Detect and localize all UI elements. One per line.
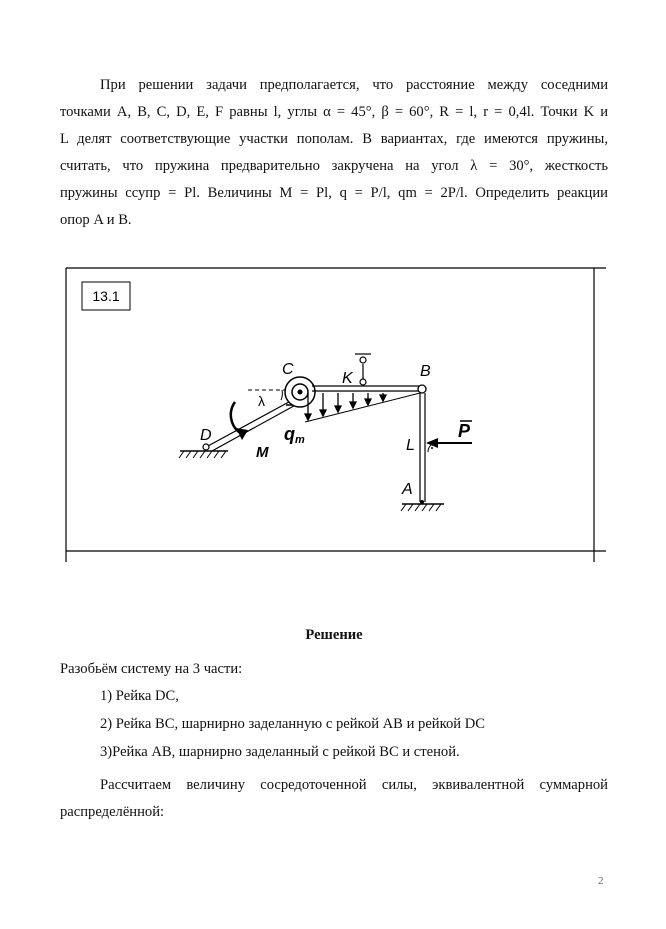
calc-paragraph: [60, 772, 608, 826]
label-k: K: [342, 370, 353, 387]
label-qm: qm: [284, 424, 305, 446]
pulley-axle: [298, 390, 303, 395]
label-b: B: [420, 363, 431, 380]
calc-line-1: Рассчитаем величину сосредоточенной силы, эквивалентной суммарной: [100, 777, 608, 793]
label-l: L: [406, 437, 415, 454]
figure-drawing: [60, 262, 610, 572]
force-p-arrowhead: [426, 438, 438, 448]
ground-a-hatch: [401, 504, 441, 511]
statement-line-6: опор A и B.: [60, 212, 132, 228]
angle-arc: [281, 390, 282, 400]
label-a: A: [402, 481, 413, 498]
support-k-top-hinge: [360, 357, 366, 363]
statement-line-5: пружины ссупр = Pl. Величины M = Pl, q = P/l, qm = 2P/l. Определить реакции: [60, 185, 608, 201]
hinge-k: [360, 379, 366, 385]
ground-d-hatch: [179, 451, 226, 458]
list-item-2: 2) Рейка BC, шарнирно заделанную с рейкой AB и рейкой DC: [100, 716, 485, 732]
hinge-b: [418, 385, 426, 393]
load-envelope: [305, 393, 420, 422]
statement-line-1: При решении задачи предполагается, что расстояние между соседними: [100, 77, 608, 93]
label-m: M: [256, 444, 269, 461]
statement-line-3: L делят соответствующие участки пополам. В вариантах, где имеются пружины,: [60, 131, 608, 147]
label-lambda: λ: [258, 393, 265, 409]
page-number: 2: [598, 875, 604, 887]
load-arrows: [305, 393, 386, 420]
mechanics-figure: [60, 262, 610, 572]
variant-label: 13.1: [92, 288, 120, 304]
hinge-d: [203, 444, 209, 450]
split-text: Разобьём систему на 3 части:: [60, 661, 243, 677]
moment-arrowhead: [236, 428, 248, 440]
statement-line-2: точками A, B, C, D, E, F равны l, углы α = 45°, β = 60°, R = l, r = 0,4l. Точки K и: [60, 104, 608, 120]
label-p: P: [458, 421, 471, 441]
calc-line-2: распределённой:: [60, 804, 165, 820]
label-d: D: [200, 427, 212, 444]
solution-heading: Решение: [305, 627, 363, 643]
list-item-3: 3)Рейка AB, шарнирно заделанный с рейкой BC и стеной.: [100, 744, 460, 760]
right-angle-dot: [431, 447, 433, 449]
list-item-1: 1) Рейка DC,: [100, 688, 179, 704]
statement-line-4: считать, что пружина предварительно закручена на угол λ = 30°, жесткость: [60, 158, 608, 174]
problem-statement: [60, 72, 608, 234]
label-c: C: [282, 361, 294, 378]
